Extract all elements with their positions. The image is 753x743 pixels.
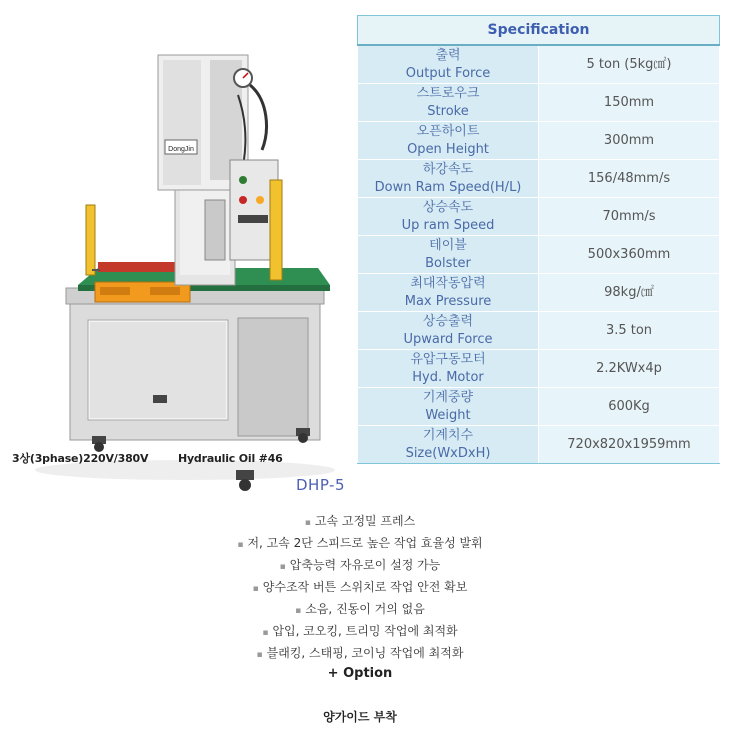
feature-text: 저, 고속 2단 스피드로 높은 작업 효율성 발휘 xyxy=(247,536,483,550)
spec-label-ko: 테이블 xyxy=(429,237,467,253)
list-item xyxy=(200,642,520,664)
feature-text: 압입, 코오킹, 트리밍 작업에 최적화 xyxy=(272,624,458,638)
brand-logo: DongJin xyxy=(168,146,194,153)
spec-label-ko: 최대작동압력 xyxy=(410,275,486,291)
spec-label-ko: 스트로우크 xyxy=(416,85,480,101)
list-item xyxy=(200,576,520,598)
spec-label-en: Weight xyxy=(425,407,471,423)
spec-row xyxy=(358,84,720,122)
spec-value: 150mm xyxy=(539,84,720,122)
bullet-icon: ▪ xyxy=(252,584,259,594)
list-item xyxy=(200,532,520,554)
spec-row xyxy=(358,388,720,426)
bullet-icon: ▪ xyxy=(256,650,263,660)
spec-value: 600Kg xyxy=(539,388,720,426)
spec-label-ko: 기계치수 xyxy=(422,427,474,443)
spec-label-en: Upward Force xyxy=(403,331,493,347)
spec-label-ko: 출력 xyxy=(435,47,461,63)
spec-label-ko: 상승속도 xyxy=(422,199,474,215)
machine-caption xyxy=(12,450,342,466)
list-item xyxy=(200,598,520,620)
spec-table xyxy=(357,15,720,464)
spec-label-en: Bolster xyxy=(425,255,471,271)
spec-row xyxy=(358,350,720,388)
feature-list xyxy=(200,510,520,664)
spec-label-en: Up ram Speed xyxy=(401,217,495,233)
oil-label: Hydraulic Oil #46 xyxy=(177,452,283,465)
spec-value: 500x360mm xyxy=(539,236,720,274)
spec-value: 300mm xyxy=(539,122,720,160)
spec-value: 720x820x1959mm xyxy=(539,426,720,464)
list-item xyxy=(200,554,520,576)
spec-row xyxy=(358,160,720,198)
spec-value: 2.2KWx4p xyxy=(539,350,720,388)
list-item xyxy=(200,620,520,642)
spec-row xyxy=(358,312,720,350)
spec-label-en: Open Height xyxy=(407,141,489,157)
spec-header: Specification xyxy=(358,16,720,46)
spec-value: 70mm/s xyxy=(539,198,720,236)
spec-row xyxy=(358,198,720,236)
model-name: DHP-5 xyxy=(296,476,346,494)
option-title: + Option xyxy=(327,666,393,681)
spec-label-en: Output Force xyxy=(405,65,491,81)
spec-label-en: Size(WxDxH) xyxy=(405,445,491,461)
spec-label-ko: 상승출력 xyxy=(422,313,474,329)
list-item xyxy=(200,510,520,532)
spec-value: 3.5 ton xyxy=(539,312,720,350)
spec-label-en: Down Ram Speed(H/L) xyxy=(374,179,522,195)
spec-row xyxy=(358,122,720,160)
feature-text: 소음, 진동이 거의 없음 xyxy=(305,602,425,616)
spec-value: 98kg/㎠ xyxy=(539,274,720,312)
spec-label-en: Stroke xyxy=(427,103,469,119)
spec-label-ko: 하강속도 xyxy=(422,161,474,177)
power-label: 3상(3phase)220V/380V xyxy=(12,452,149,465)
spec-row xyxy=(358,236,720,274)
spec-label-en: Hyd. Motor xyxy=(412,369,484,385)
spec-value: 156/48mm/s xyxy=(539,160,720,198)
bullet-icon: ▪ xyxy=(279,562,286,572)
press-machine-image xyxy=(0,0,350,500)
spec-label-ko: 오픈하이트 xyxy=(416,123,480,139)
feature-text: 고속 고정밀 프레스 xyxy=(314,514,416,528)
spec-label-ko: 유압구동모터 xyxy=(410,351,486,367)
spec-row xyxy=(358,426,720,464)
spec-row xyxy=(358,45,720,84)
bullet-icon: ▪ xyxy=(262,628,269,638)
spec-value: 5 ton (5kg㎠) xyxy=(539,45,720,84)
spec-row xyxy=(358,274,720,312)
spec-label-ko: 기계중량 xyxy=(422,389,474,405)
bullet-icon: ▪ xyxy=(295,606,302,616)
feature-text: 양수조작 버튼 스위치로 작업 안전 확보 xyxy=(262,580,468,594)
bullet-icon: ▪ xyxy=(237,540,244,550)
feature-text: 블래킹, 스태핑, 코이닝 작업에 최적화 xyxy=(266,646,464,660)
spec-label-en: Max Pressure xyxy=(404,293,492,309)
option-item: 양가이드 부착 xyxy=(323,710,397,724)
bullet-icon: ▪ xyxy=(304,518,311,528)
feature-text: 압축능력 자유로이 설정 가능 xyxy=(289,558,441,572)
